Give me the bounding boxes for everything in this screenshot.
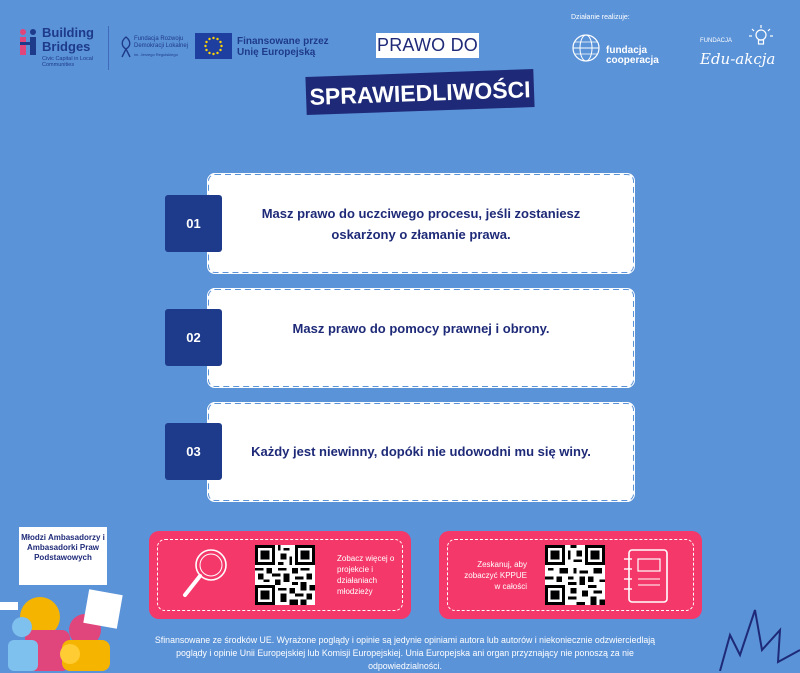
right-card-2: [207, 288, 635, 388]
eu-flag-icon: [195, 33, 232, 59]
qr-code-pattern: [545, 545, 605, 605]
right-text-2: Masz prawo do pomocy prawnej i obrony.: [292, 320, 550, 336]
right-card-3: [207, 402, 635, 502]
building-bridges-mark-icon: [18, 28, 40, 60]
building-bridges-subtitle: Civic Capital in Local Communities: [42, 56, 94, 68]
ribbon-icon: [120, 36, 132, 58]
right-text-3: Każdy jest niewinny, dopóki nie udowodni mu się winy.: [251, 443, 591, 459]
lightbulb-icon: [748, 24, 774, 50]
fundacja-cooperacja-name: fundacja cooperacja: [606, 45, 659, 66]
right-text-1: Masz prawo do uczciwego procesu, jeśli zostaniesz oskarżony o złamanie prawa.: [261, 205, 581, 242]
header-divider: [108, 26, 109, 70]
qr-code-project[interactable]: [255, 545, 315, 605]
cta-project-text: Zobacz więcej o projekcie i działaniach młodzieży: [337, 554, 395, 596]
qr-code-charter[interactable]: [545, 545, 605, 605]
cta-project-card[interactable]: [149, 531, 411, 619]
title-top: PRAWO DO: [376, 33, 479, 58]
frdl-logo: [120, 34, 192, 64]
partners-label: Działanie realizuje:: [571, 14, 630, 21]
qr-code-pattern: [255, 545, 315, 605]
right-card-1: [207, 173, 635, 274]
poster-text: Młodzi Ambasadorzy i Ambasadorki Praw Podstawowych: [21, 533, 105, 562]
right-number-3: 03: [165, 423, 222, 480]
cta-charter-text: Zeskanuj, aby zobaczyć KPPUE w całości: [464, 560, 527, 591]
building-bridges-title: Building Bridges: [42, 25, 94, 54]
magnifier-icon: [179, 545, 231, 605]
cta-charter-card[interactable]: [439, 531, 702, 619]
right-number-1: 01: [165, 195, 222, 252]
frdl-name: Fundacja Rozwoju Demokracji Lokalnej: [134, 36, 189, 49]
footer-disclaimer: Sfinansowane ze środków UE. Wyrażone poglądy i opinie są jedynie opiniami autora lub autorów i niekoniecznie odzwierciedlają poglądy i opinie Unii Europejskiej lub Komisji Europejskiej. Unia Europejska ani organ przyznający nie ponoszą za nie odpowiedzialności.: [154, 635, 656, 671]
title-main: SPRAWIEDLIWOŚCI: [305, 69, 534, 115]
edu-akcja-name: Edu-akcja: [700, 50, 776, 68]
notebook-icon: [621, 547, 671, 605]
building-bridges-logo: [18, 26, 100, 76]
edu-akcja-small: FUNDACJA: [700, 38, 733, 44]
sparkle-decoration-icon: [700, 600, 800, 671]
globe-icon: [571, 33, 601, 63]
frdl-sub: im. Jerzego Regulskiego: [134, 52, 178, 57]
right-number-2: 02: [165, 309, 222, 366]
eu-funding-text: Finansowane przez Unię Europejską: [237, 36, 329, 58]
